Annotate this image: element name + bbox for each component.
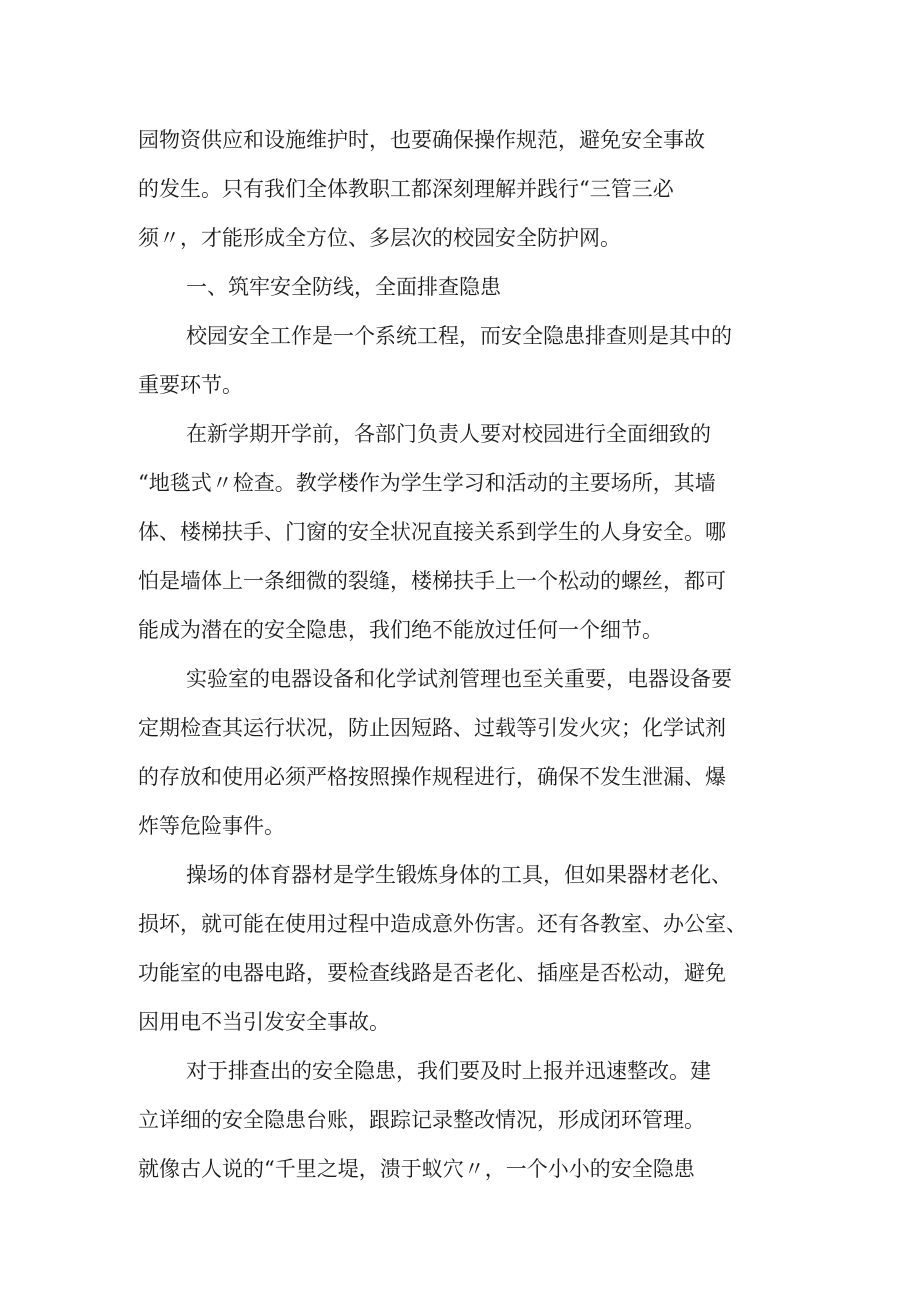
text-line: 炸等危险事件。 bbox=[138, 814, 285, 838]
text-line: 须〃，才能形成全方位、多层次的校园安全防护网。 bbox=[138, 226, 621, 250]
document-body bbox=[138, 116, 788, 1194]
text-line: 因用电不当引发安全事故。 bbox=[138, 1010, 390, 1034]
text-line: 重要环节。 bbox=[138, 373, 243, 397]
text-line: 的发生。只有我们全体教职工都深刻理解并践行“三管三必 bbox=[138, 177, 674, 201]
text-line: 校园安全工作是一个系统工程，而安全隐患排查则是其中的 bbox=[186, 324, 732, 348]
text-line: 定期检查其运行状况，防止因短路、过载等引发火灾；化学试剂 bbox=[138, 716, 726, 740]
text-line: 园物资供应和设施维护时，也要确保操作规范，避免安全事故 bbox=[138, 128, 705, 152]
text-line: 实验室的电器设备和化学试剂管理也至关重要，电器设备要 bbox=[186, 667, 732, 691]
text-line: 操场的体育器材是学生锻炼身体的工具，但如果器材老化、 bbox=[186, 863, 732, 887]
text-line: 在新学期开学前，各部门负责人要对校园进行全面细致的 bbox=[186, 422, 711, 446]
text-line: 怕是墙体上一条细微的裂缝，楼梯扶手上一个松动的螺丝，都可 bbox=[138, 569, 726, 593]
text-line: “地毯式〃检查。教学楼作为学生学习和活动的主要场所，其墙 bbox=[138, 471, 716, 495]
section-heading: 一、筑牢安全防线，全面排查隐患 bbox=[186, 275, 501, 299]
text-line: 功能室的电器电路，要检查线路是否老化、插座是否松动，避免 bbox=[138, 961, 726, 985]
text-line: 就像古人说的“千里之堤，溃于蚁穴〃，一个小小的安全隐患 bbox=[138, 1157, 695, 1181]
text-line: 对于排查出的安全隐患，我们要及时上报并迅速整改。建 bbox=[186, 1059, 711, 1083]
text-line: 损坏，就可能在使用过程中造成意外伤害。还有各教室、办公室、 bbox=[138, 912, 747, 936]
text-line: 的存放和使用必须严格按照操作规程进行，确保不发生泄漏、爆 bbox=[138, 765, 726, 789]
text-line: 能成为潜在的安全隐患，我们绝不能放过任何一个细节。 bbox=[138, 618, 663, 642]
text-line: 体、楼梯扶手、门窗的安全状况直接关系到学生的人身安全。哪 bbox=[138, 520, 726, 544]
text-line: 立详细的安全隐患台账，跟踪记录整改情况，形成闭环管理。 bbox=[138, 1108, 705, 1132]
